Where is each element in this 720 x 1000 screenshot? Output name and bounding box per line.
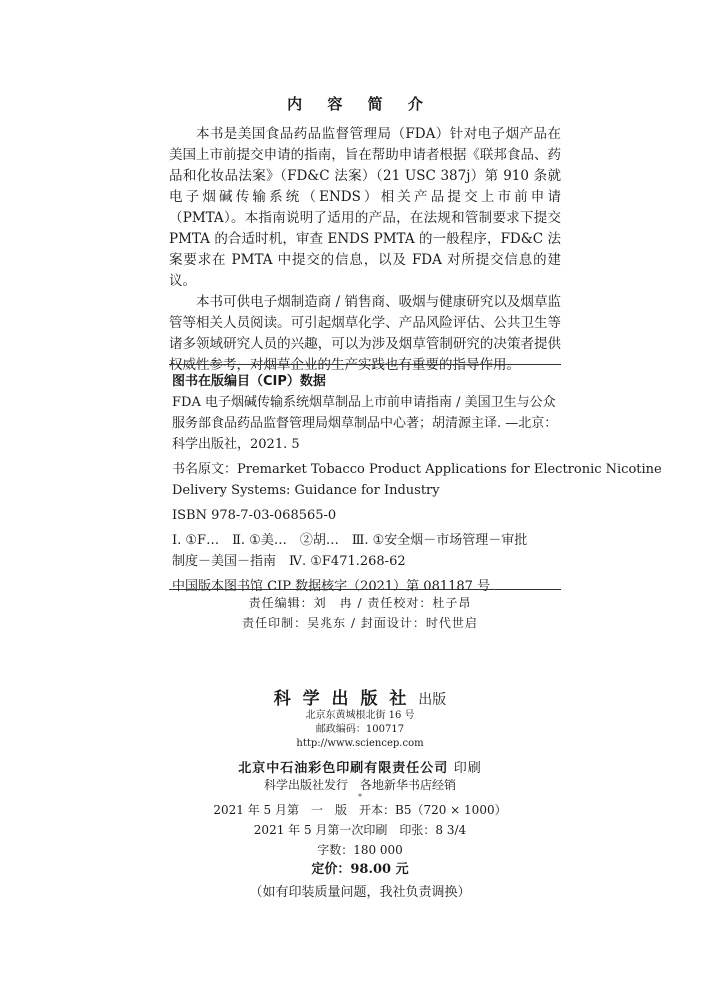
publisher-url: http://www.sciencep.com (296, 738, 424, 749)
cip-isbn: ISBN 978-7-03-068565-0 (172, 508, 337, 523)
cip-number: 中国版本图书馆 CIP 数据核字（2021）第 081187 号 (172, 579, 491, 594)
editor-credits (0, 593, 720, 633)
cip-block (172, 371, 662, 597)
publisher-block (0, 684, 720, 904)
cip-classification: Ⅰ. ①F… Ⅱ. ①美… ②胡… Ⅲ. ①安全烟－市场管理－审批 (172, 533, 528, 548)
editor-line: 责任印制：吴兆东 / 封面设计：时代世启 (242, 616, 478, 630)
publisher-logo (0, 684, 720, 709)
publisher-address: 北京东黄城根北街 16 号 (305, 710, 415, 721)
word-count: 字数：180 000 (317, 843, 403, 857)
publisher-postcode: 邮政编码：100717 (315, 724, 405, 735)
printer-name: 北京中石油彩色印刷有限责任公司 (238, 761, 449, 776)
divider-bottom (169, 589, 561, 590)
cip-original-title: 书名原文：Premarket Tobacco Product Applications for Electronic Nicotine (172, 462, 662, 477)
publisher-name: 科 学 出 版 社 (273, 689, 410, 709)
cip-line: 服务部食品药品监督管理局烟草制品中心著；胡清源主译. —北京： (172, 416, 558, 431)
summary-paragraph-2: 本书可供电子烟制造商 / 销售商、吸烟与健康研究以及烟草监管等相关人员阅读。可引起烟草化学、产品风险评估、公共卫生等诸多领域研究人员的兴趣，可以为涉及烟草管制研究的决策者提供权威性参考，对烟草企业的生产实践也有重要的指导作用。 (169, 294, 561, 373)
printer-suffix: 印刷 (453, 761, 482, 776)
star-mark: * (358, 793, 362, 801)
cip-classification: 制度－美国－指南 Ⅳ. ①F471.268-62 (172, 554, 406, 569)
summary-paragraph-1: 本书是美国食品药品监督管理局（FDA）针对电子烟产品在美国上市前提交申请的指南，旨在帮助申请者根据《联邦食品、药品和化妆品法案》（FD&C 法案）（21 USC 387j）第 910 条就电子烟碱传输系统（ENDS）相关产品提交上市前申请（PMTA）。本指南说明了适用的产品，在法规和管制要求下提交 PMTA 的合适时机，审查 ENDS PMTA 的一般程序，FD&C 法案要求在 PMTA 中提交的信息，以及 FDA 对所提交信息的建议。 (169, 126, 561, 289)
printer (0, 757, 720, 776)
cip-heading: 图书在版编目（CIP）数据 (172, 374, 326, 389)
cip-line: 科学出版社，2021. 5 (172, 437, 300, 452)
summary-body (169, 124, 561, 376)
price: 定价：98.00 元 (311, 862, 409, 877)
cip-original-title: Delivery Systems: Guidance for Industry (172, 483, 440, 498)
publisher-suffix: 出版 (418, 692, 447, 708)
cip-line: FDA 电子烟碱传输系统烟草制品上市前申请指南 / 美国卫生与公众 (172, 395, 556, 410)
summary-title: 内 容 简 介 (287, 95, 433, 113)
edition-info: 2021 年 5 月第 一 版 开本：B5（720 × 1000） (213, 803, 507, 817)
quality-note: （如有印装质量问题，我社负责调换） (249, 885, 471, 900)
divider-top (169, 364, 561, 365)
distribution: 科学出版社发行 各地新华书店经销 (263, 778, 456, 792)
editor-line: 责任编辑：刘 冉 / 责任校对：杜子昂 (248, 596, 472, 610)
printing-info: 2021 年 5 月第一次印刷 印张：8 3/4 (253, 823, 467, 837)
